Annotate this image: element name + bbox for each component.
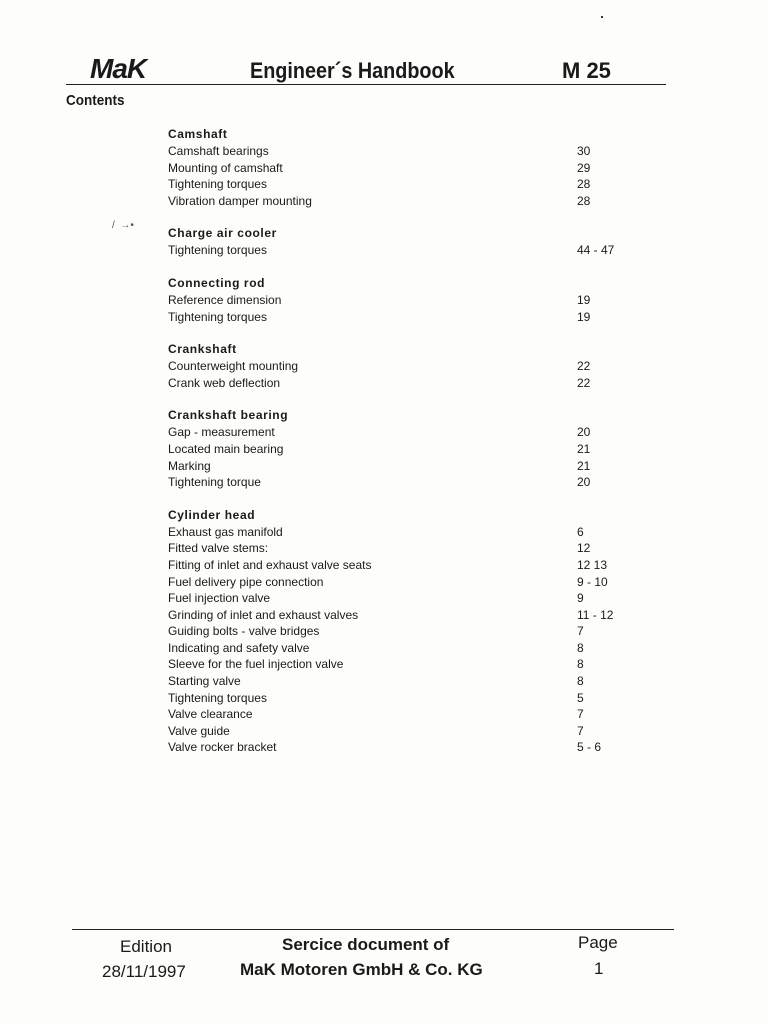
entry-page: 9 - 10	[577, 574, 608, 589]
entry-label: Guiding bolts - valve bridges	[168, 624, 320, 639]
toc-entry	[168, 375, 638, 392]
toc-entry	[168, 656, 638, 673]
table-of-contents	[168, 126, 638, 772]
contents-heading: Contents	[66, 92, 125, 109]
toc-entry	[168, 690, 638, 707]
service-document-line: Sercice document of	[282, 935, 450, 954]
entry-page: 44 - 47	[577, 243, 615, 258]
entry-label: Counterweight mounting	[168, 359, 299, 374]
entry-page: 9	[577, 591, 584, 606]
section-title: Charge air cooler	[168, 226, 277, 241]
entry-page: 19	[577, 292, 591, 307]
entry-label: Mounting of camshaft	[168, 160, 283, 175]
entry-page: 19	[577, 309, 591, 324]
entry-page: 5	[577, 690, 584, 705]
toc-entry	[168, 723, 638, 740]
entry-label: Fitting of inlet and exhaust valve seats	[168, 557, 372, 572]
toc-entry	[168, 143, 638, 160]
entry-label: Valve clearance	[168, 707, 253, 722]
entry-label: Starting valve	[168, 674, 241, 689]
footer-rule	[72, 929, 674, 930]
toc-section	[168, 407, 638, 490]
entry-page: 12	[577, 541, 591, 556]
toc-section	[168, 275, 638, 325]
entry-page: 7	[577, 723, 584, 738]
toc-entry	[168, 623, 638, 640]
toc-entry	[168, 424, 638, 441]
entry-label: Sleeve for the fuel injection valve	[168, 657, 344, 672]
toc-entry	[168, 309, 638, 326]
entry-page: 12 13	[577, 557, 608, 572]
entry-page: 7	[577, 707, 584, 722]
engine-model: M 25	[562, 58, 611, 83]
toc-entry	[168, 458, 638, 475]
entry-page: 8	[577, 674, 584, 689]
page-number: 1	[594, 959, 604, 978]
section-title: Connecting rod	[168, 275, 266, 290]
entry-label: Grinding of inlet and exhaust valves	[168, 607, 359, 622]
entry-label: Fuel delivery pipe connection	[168, 574, 324, 589]
section-title: Cylinder head	[168, 507, 256, 522]
entry-label: Camshaft bearings	[168, 144, 269, 158]
entry-label: Tightening torques	[168, 309, 267, 324]
entry-page: 29	[577, 160, 591, 175]
entry-page: 28	[577, 177, 591, 192]
toc-entry	[168, 557, 638, 574]
entry-page: 6	[577, 524, 584, 539]
toc-entry	[168, 540, 638, 557]
entry-label: Tightening torques	[168, 177, 267, 192]
toc-entry	[168, 574, 638, 591]
edition-label: Edition	[120, 937, 172, 956]
toc-entry	[168, 292, 638, 309]
toc-entry	[168, 739, 638, 756]
entry-page: 20	[577, 425, 591, 440]
margin-mark: / →•	[112, 220, 134, 231]
scan-speck	[601, 16, 603, 18]
entry-page: 21	[577, 458, 591, 473]
toc-entry	[168, 673, 638, 690]
entry-page: 22	[577, 375, 591, 390]
toc-entry	[168, 358, 638, 375]
entry-label: Located main bearing	[168, 441, 284, 456]
entry-page: 5 - 6	[577, 740, 602, 755]
entry-label: Tightening torque	[168, 475, 261, 490]
entry-page: 11 - 12	[577, 607, 614, 622]
toc-entry	[168, 474, 638, 491]
toc-section	[168, 341, 638, 391]
entry-label: Fuel injection valve	[168, 591, 271, 606]
entry-label: Tightening torques	[168, 243, 267, 258]
entry-label: Fitted valve stems:	[168, 541, 269, 556]
toc-section	[168, 225, 638, 259]
entry-label: Tightening torques	[168, 690, 267, 705]
toc-entry	[168, 160, 638, 177]
entry-page: 22	[577, 359, 591, 374]
entry-page: 21	[577, 441, 591, 456]
entry-page: 8	[577, 640, 584, 655]
section-title: Crankshaft bearing	[168, 408, 289, 423]
entry-label: Gap - measurement	[168, 425, 275, 440]
entry-label: Vibration damper mounting	[168, 193, 312, 208]
toc-entry	[168, 706, 638, 723]
entry-label: Valve rocker bracket	[168, 740, 277, 755]
toc-entry	[168, 242, 638, 259]
section-title: Camshaft	[168, 127, 228, 141]
entry-label: Marking	[168, 458, 211, 473]
toc-entry	[168, 524, 638, 541]
section-title: Crankshaft	[168, 342, 237, 357]
page-label: Page	[578, 933, 618, 952]
entry-label: Valve guide	[168, 723, 230, 738]
entry-page: 7	[577, 624, 584, 639]
toc-entry	[168, 193, 638, 210]
entry-page: 28	[577, 193, 591, 208]
entry-page: 30	[577, 144, 591, 158]
entry-label: Reference dimension	[168, 292, 282, 307]
entry-page: 20	[577, 475, 591, 490]
toc-entry	[168, 607, 638, 624]
header-rule	[66, 84, 666, 85]
toc-entry	[168, 640, 638, 657]
document-title: Engineer´s Handbook	[250, 58, 455, 83]
company-name: MaK Motoren GmbH & Co. KG	[240, 960, 483, 979]
entry-label: Exhaust gas manifold	[168, 524, 283, 539]
entry-page: 8	[577, 657, 584, 672]
entry-label: Indicating and safety valve	[168, 640, 310, 655]
toc-section	[168, 507, 638, 756]
mak-logo: MaK	[90, 53, 147, 84]
edition-date: 28/11/1997	[102, 962, 186, 981]
toc-entry	[168, 176, 638, 193]
toc-section	[168, 126, 638, 209]
toc-entry	[168, 590, 638, 607]
toc-entry	[168, 441, 638, 458]
entry-label: Crank web deflection	[168, 375, 281, 390]
